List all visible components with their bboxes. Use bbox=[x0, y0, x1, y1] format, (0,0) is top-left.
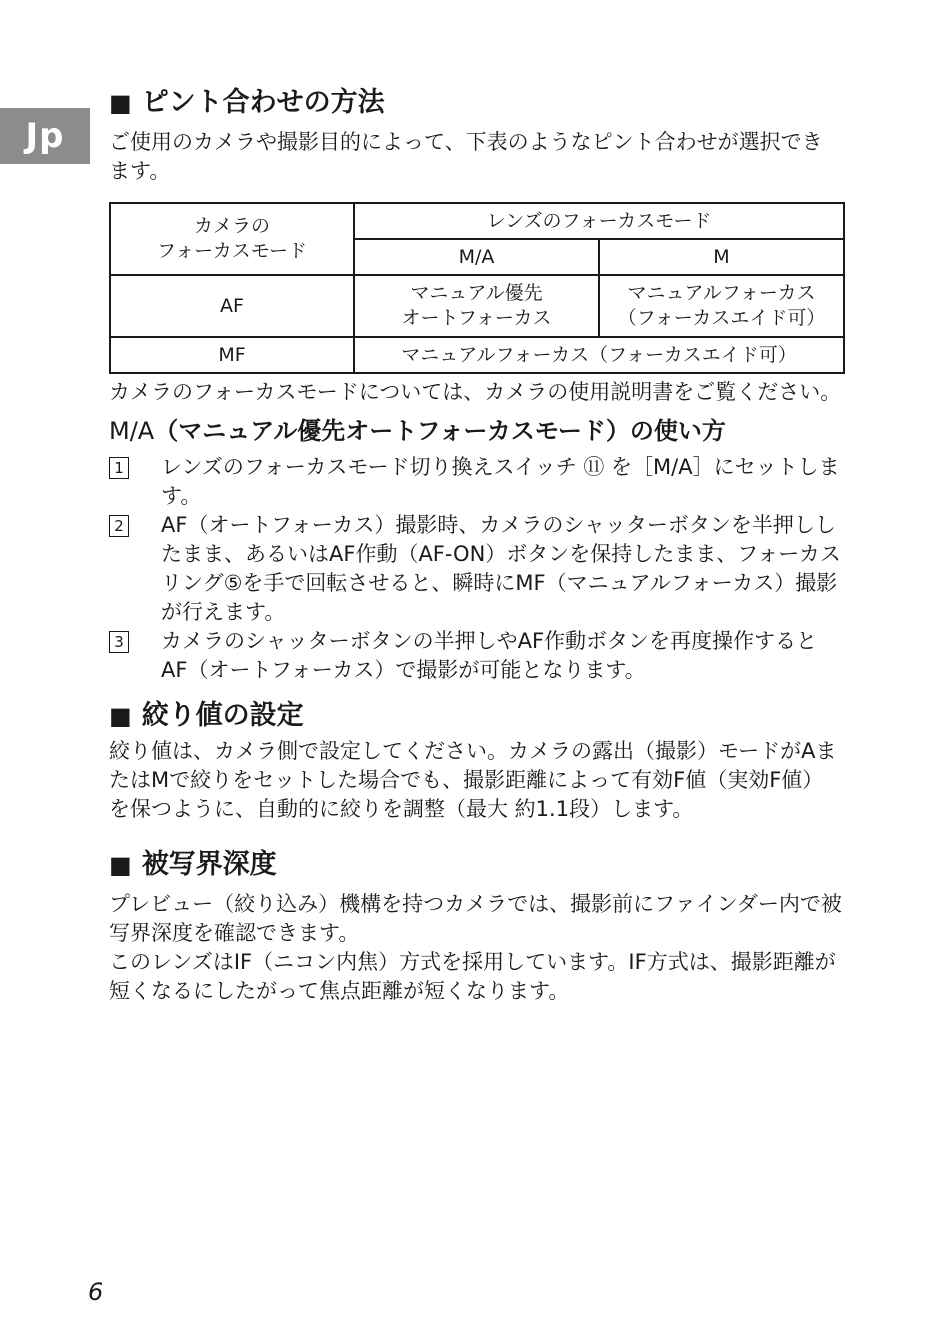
heading-text: ピント合わせの方法 bbox=[141, 87, 385, 118]
dof-body-preview: プレビュー（絞り込み）機構を持つカメラでは、撮影前にファインダー内で被写界深度を確認できます。 bbox=[109, 892, 842, 945]
heading-marker: ■ bbox=[109, 702, 132, 730]
step-text: AF（オートフォーカス）撮影時、カメラのシャッターボタンを半押ししたまま、あるいはAF作動（AF-ON）ボタンを保持したまま、フォーカスリング⑤を手で回転させると、瞬時にMF（マニュアルフォーカス）撮影が行えます。 bbox=[161, 513, 841, 624]
header-camera-focus-mode: カメラの フォーカスモード bbox=[110, 203, 354, 275]
heading-text: 被写界深度 bbox=[141, 849, 277, 880]
section-heading-aperture bbox=[109, 697, 843, 735]
table-row bbox=[110, 275, 844, 337]
heading-marker: ■ bbox=[109, 89, 132, 117]
step-text: カメラのシャッターボタンの半押しやAF作動ボタンを再度操作するとAF（オートフォーカス）で撮影が可能となります。 bbox=[161, 629, 818, 682]
focus-mode-table bbox=[109, 202, 845, 374]
list-item bbox=[109, 511, 843, 627]
header-ma: M/A bbox=[354, 239, 599, 275]
cell-af-ma: マニュアル優先 オートフォーカス bbox=[354, 275, 599, 337]
section-heading-depth-of-field bbox=[109, 846, 843, 884]
header-m: M bbox=[599, 239, 844, 275]
subsection-heading-ma bbox=[109, 413, 843, 449]
table-row bbox=[110, 337, 844, 373]
cell-mf-both: マニュアルフォーカス（フォーカスエイド可） bbox=[354, 337, 844, 373]
step-number: 3 bbox=[109, 631, 129, 653]
table-note: カメラのフォーカスモードについては、カメラの使用説明書をご覧ください。 bbox=[109, 380, 842, 404]
heading-ma-rest: （マニュアル優先オートフォーカスモード）の使い方 bbox=[154, 417, 726, 445]
step-text: レンズのフォーカスモード切り換えスイッチ ⑪ を［M/A］にセットします。 bbox=[161, 455, 840, 508]
step-number: 2 bbox=[109, 515, 129, 537]
list-item bbox=[109, 627, 843, 685]
page-number: 6 bbox=[88, 1278, 104, 1306]
cell-af-m: マニュアルフォーカス （フォーカスエイド可） bbox=[599, 275, 844, 337]
cell-mode-mf: MF bbox=[110, 337, 354, 373]
heading-ma-lead: M/A bbox=[109, 417, 155, 445]
cell-mode-af: AF bbox=[110, 275, 354, 337]
step-number: 1 bbox=[109, 457, 129, 479]
focusing-intro: ご使用のカメラや撮影目的によって、下表のようなピント合わせが選択できます。 bbox=[109, 130, 823, 183]
ma-steps bbox=[109, 453, 843, 685]
page-content bbox=[109, 84, 843, 1006]
heading-text: 絞り値の設定 bbox=[141, 700, 304, 731]
section-heading-focusing bbox=[109, 84, 843, 122]
language-tab: Jp bbox=[0, 108, 90, 164]
list-item bbox=[109, 453, 843, 511]
aperture-body: 絞り値は、カメラ側で設定してください。カメラの露出（撮影）モードがAまたはMで絞りをセットした場合でも、撮影距離によって有効F値（実効F値）を保つように、自動的に絞りを調整（最大 約1.1段）します。 bbox=[109, 739, 837, 821]
dof-body-if: このレンズはIF（ニコン内焦）方式を採用しています。IF方式は、撮影距離が短くなるにしたがって焦点距離が短くなります。 bbox=[109, 950, 836, 1003]
header-lens-focus-mode: レンズのフォーカスモード bbox=[354, 203, 844, 239]
heading-marker: ■ bbox=[109, 851, 132, 879]
